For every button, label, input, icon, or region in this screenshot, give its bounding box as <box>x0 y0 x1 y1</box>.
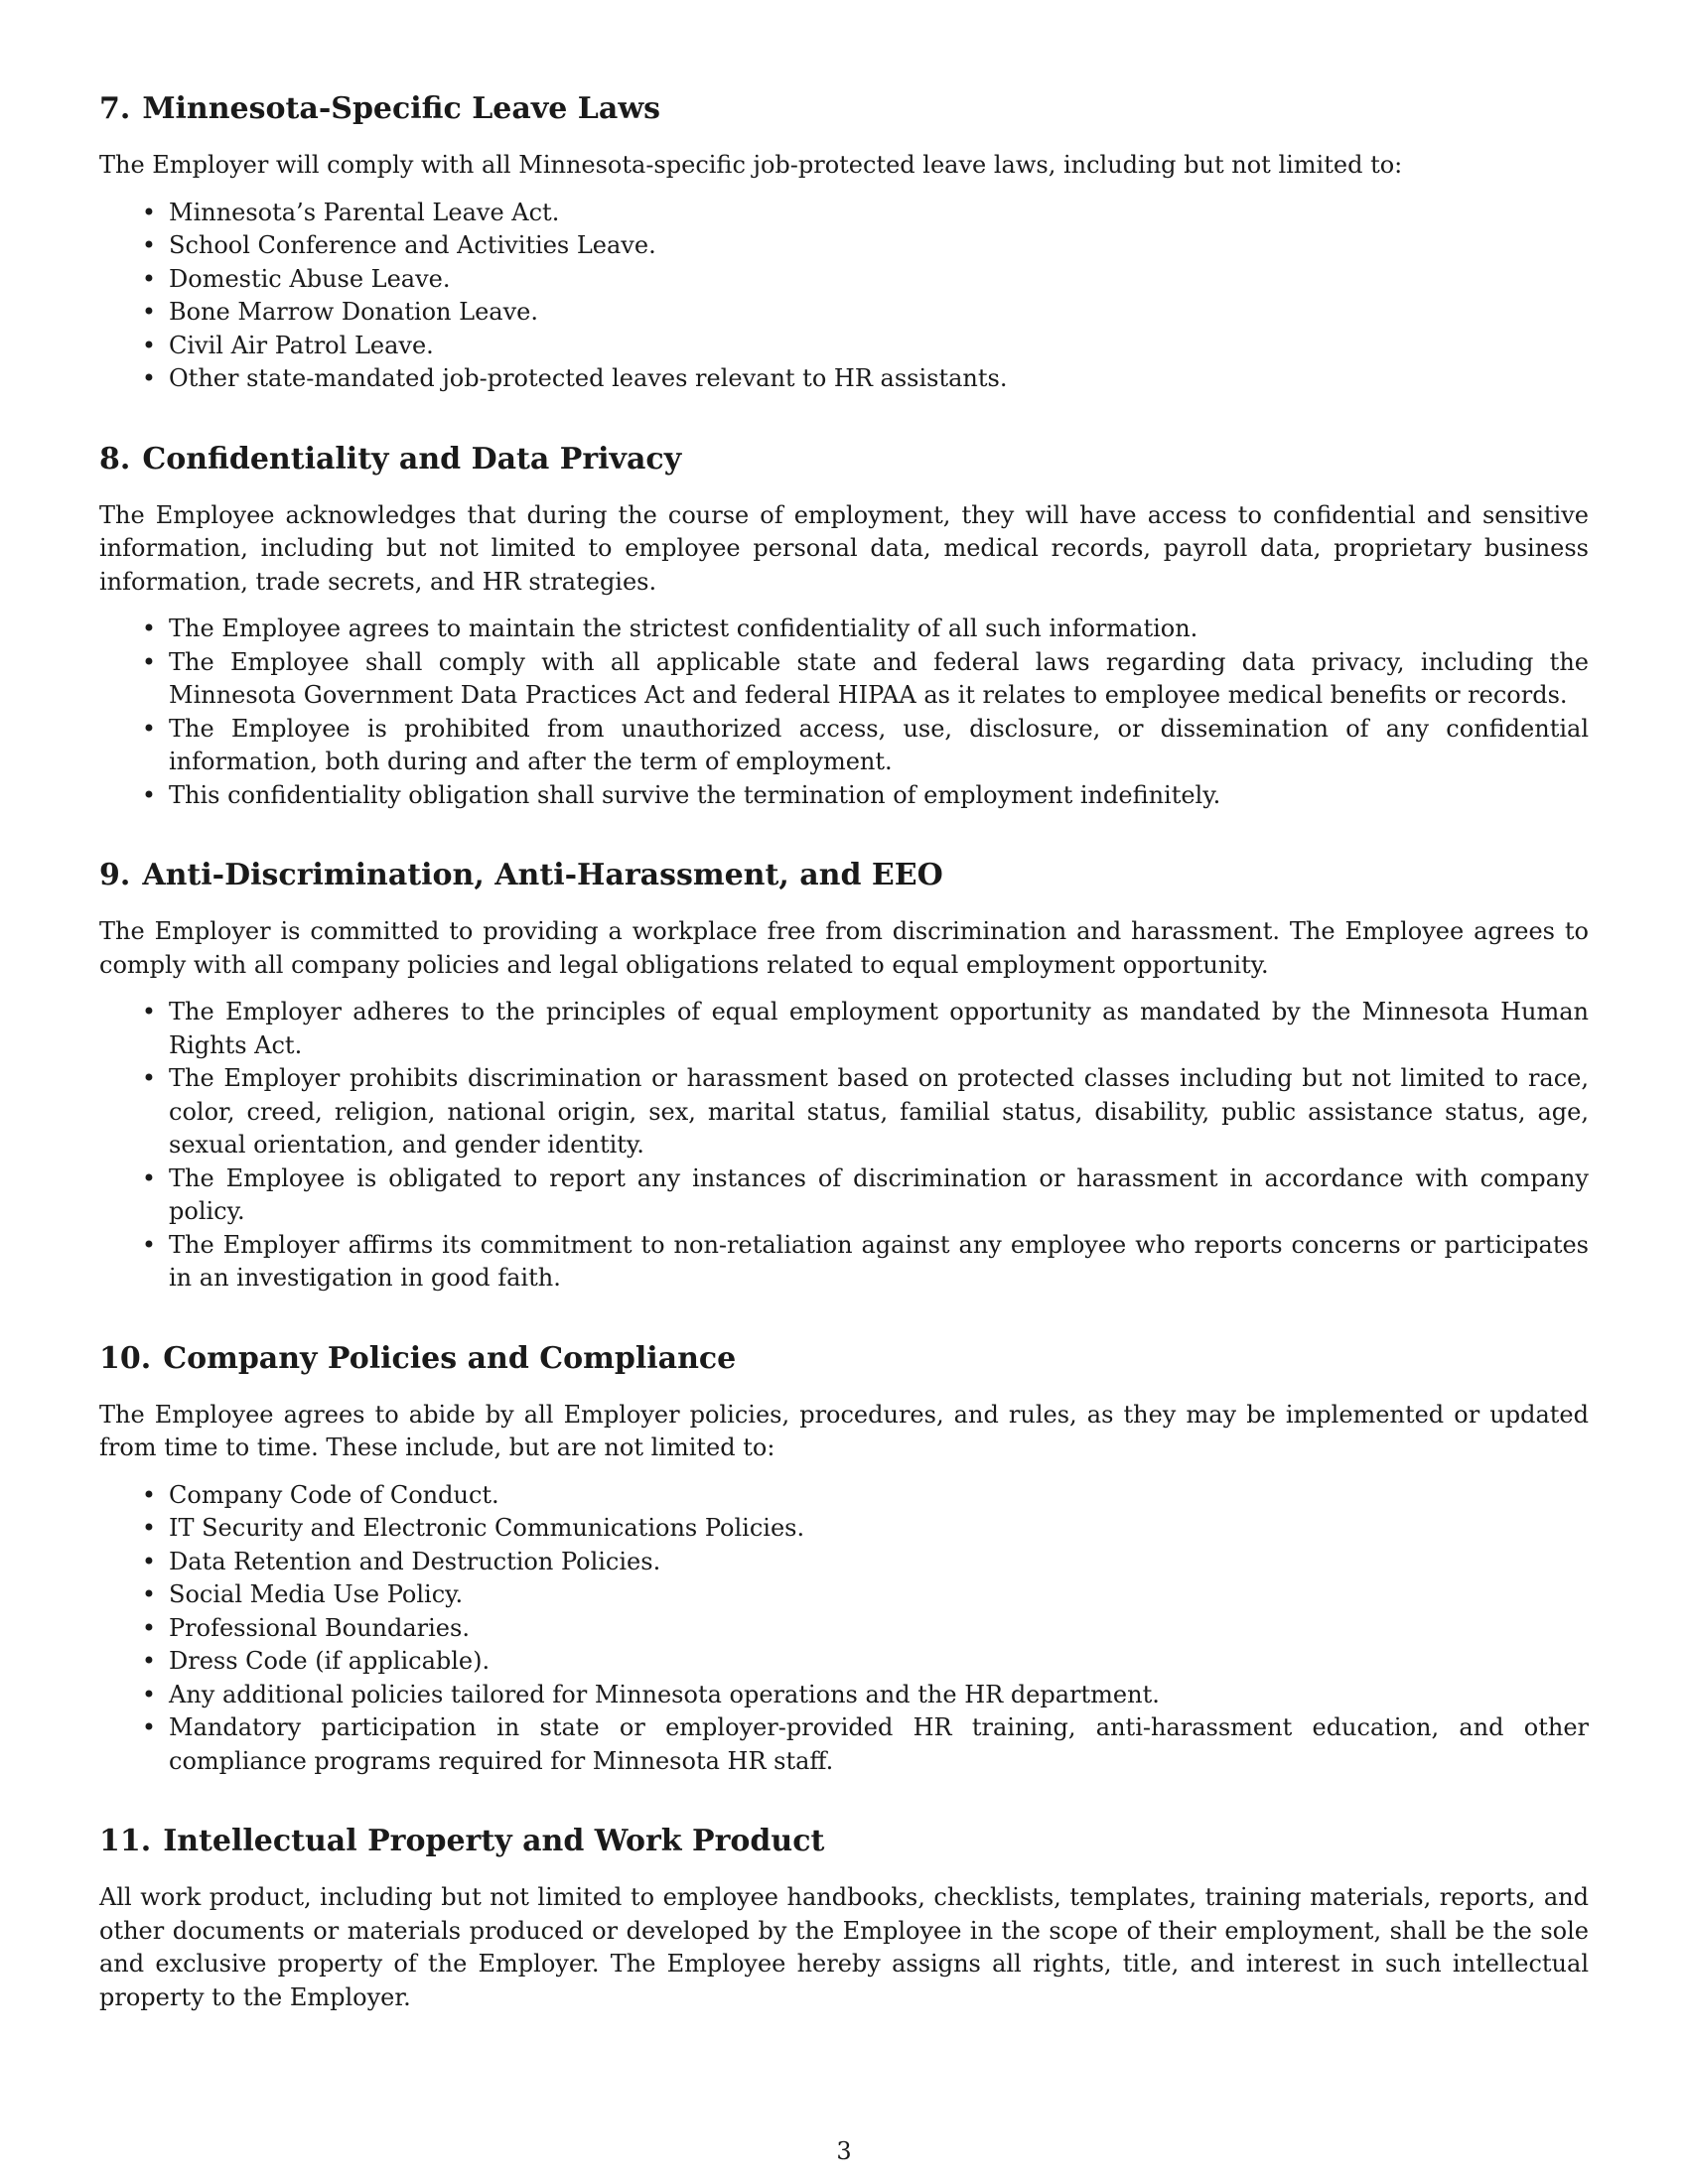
bullet-icon: • <box>141 298 157 326</box>
section-paragraph: The Employer will comply with all Minnesota-specific job-protected leave laws, including but not limited to: <box>99 151 1403 179</box>
list-item-text: Civil Air Patrol Leave. <box>169 331 434 359</box>
bullet-icon: • <box>141 1680 157 1708</box>
list-item <box>99 1479 1589 1513</box>
bullet-icon: • <box>141 1580 157 1608</box>
list-item-text: Minnesota’s Parental Leave Act. <box>169 198 560 226</box>
bullet-icon: • <box>141 780 157 809</box>
list-item <box>99 1645 1589 1679</box>
list-item <box>99 1229 1589 1296</box>
list-item-text: Bone Marrow Donation Leave. <box>169 298 538 326</box>
section-2 <box>99 440 1589 813</box>
section-heading <box>99 89 1589 129</box>
bullet-icon: • <box>141 647 157 676</box>
section-heading <box>99 1339 1589 1379</box>
bullet-icon: • <box>141 714 157 743</box>
list-item <box>99 1062 1589 1162</box>
list-item <box>99 779 1589 813</box>
list-item <box>99 263 1589 297</box>
page-number: 3 <box>836 2137 852 2165</box>
bullet-icon: • <box>141 198 157 226</box>
bullet-icon: • <box>141 1163 157 1192</box>
bullet-icon: • <box>141 1230 157 1259</box>
section-heading <box>99 856 1589 895</box>
list-item-text: The Employer prohibits discrimination or harassment based on protected classes including but not limited to race, color, creed, religion, national origin, sex, marital status, familial status, disability, public assistance status, age, sexual orientation, and gender identity. <box>169 1064 1589 1159</box>
list-item <box>99 646 1589 713</box>
list-item-text: Company Code of Conduct. <box>169 1480 499 1509</box>
section-heading <box>99 440 1589 479</box>
list-item <box>99 613 1589 646</box>
section-1 <box>99 89 1589 396</box>
list-item <box>99 1679 1589 1712</box>
sections-container <box>99 89 1589 2014</box>
section-paragraph: The Employee acknowledges that during the course of employment, they will have access to confidential and sensitive information, including but not limited to employee personal data, medical records, payroll data, proprietary business information, trade secrets, and HR strategies. <box>99 500 1589 596</box>
section-number: 9. <box>99 858 131 892</box>
list-item <box>99 1512 1589 1546</box>
list-item <box>99 996 1589 1062</box>
bullet-icon: • <box>141 1713 157 1741</box>
bullet-list <box>99 613 1589 812</box>
list-item <box>99 330 1589 363</box>
section-number: 11. <box>99 1824 152 1858</box>
section-paragraph: The Employer is committed to providing a workplace free from discrimination and harassment. The Employee agrees to comply with all company policies and legal obligations related to equal employment opportunity. <box>99 917 1589 979</box>
bullet-icon: • <box>141 1547 157 1575</box>
bullet-icon: • <box>141 1064 157 1092</box>
list-item-text: Dress Code (if applicable). <box>169 1647 491 1675</box>
list-item <box>99 1546 1589 1579</box>
bullet-icon: • <box>141 1613 157 1642</box>
list-item <box>99 1711 1589 1778</box>
bullet-icon: • <box>141 1480 157 1509</box>
list-item-text: The Employer adheres to the principles of equal employment opportunity as mandated by the Minnesota Human Rights Act. <box>169 998 1589 1059</box>
list-item <box>99 296 1589 330</box>
section-heading <box>99 1822 1589 1861</box>
section-title: Intellectual Property and Work Product <box>163 1824 825 1858</box>
list-item-text: Other state-mandated job-protected leaves relevant to HR assistants. <box>169 364 1008 392</box>
section-title: Anti-Discrimination, Anti-Harassment, and EEO <box>142 858 943 892</box>
list-item-text: Mandatory participation in state or employer-provided HR training, anti-harassment education, and other compliance programs required for Minnesota HR staff. <box>169 1713 1589 1775</box>
section-title: Minnesota-Specific Leave Laws <box>142 91 661 126</box>
list-item-text: Data Retention and Destruction Policies. <box>169 1547 661 1575</box>
section-paragraph: The Employee agrees to abide by all Employer policies, procedures, and rules, as they may be implemented or updated from time to time. These include, but are not limited to: <box>99 1400 1589 1461</box>
bullet-icon: • <box>141 231 157 259</box>
bullet-list <box>99 996 1589 1296</box>
list-item-text: The Employer affirms its commitment to non-retaliation against any employee who reports concerns or participates in an investigation in good faith. <box>169 1230 1589 1292</box>
list-item-text: The Employee is prohibited from unauthorized access, use, disclosure, or dissemination of any confidential information, both during and after the term of employment. <box>169 714 1589 775</box>
section-paragraph: All work product, including but not limited to employee handbooks, checklists, templates, training materials, reports, and other documents or materials produced or developed by the Employee in the scope of their employment, shall be the sole and exclusive property of the Employer. The Employee hereby assigns all rights, title, and interest in such intellectual property to the Employer. <box>99 1883 1589 2011</box>
bullet-icon: • <box>141 331 157 359</box>
section-4 <box>99 1339 1589 1779</box>
list-item-text: The Employee shall comply with all applicable state and federal laws regarding data privacy, including the Minnesota Government Data Practices Act and federal HIPAA as it relates to employee medical benefits or records. <box>169 647 1589 709</box>
bullet-list <box>99 1479 1589 1779</box>
bullet-icon: • <box>141 614 157 642</box>
list-item <box>99 362 1589 396</box>
list-item-text: Social Media Use Policy. <box>169 1580 464 1608</box>
section-title: Company Policies and Compliance <box>163 1340 737 1376</box>
list-item <box>99 229 1589 263</box>
bullet-icon: • <box>141 1647 157 1675</box>
bullet-icon: • <box>141 1514 157 1542</box>
list-item-text: The Employee agrees to maintain the strictest confidentiality of all such information. <box>169 614 1198 642</box>
bullet-list <box>99 197 1589 396</box>
list-item <box>99 1612 1589 1646</box>
document-page <box>99 89 1589 2058</box>
section-5 <box>99 1822 1589 2014</box>
list-item <box>99 1162 1589 1229</box>
list-item-text: Any additional policies tailored for Minnesota operations and the HR department. <box>169 1680 1160 1708</box>
list-item <box>99 197 1589 230</box>
list-item-text: IT Security and Electronic Communications Policies. <box>169 1514 805 1542</box>
section-3 <box>99 856 1589 1296</box>
list-item-text: School Conference and Activities Leave. <box>169 231 656 259</box>
list-item-text: Professional Boundaries. <box>169 1613 470 1642</box>
section-number: 10. <box>99 1340 152 1376</box>
list-item <box>99 1578 1589 1612</box>
section-number: 8. <box>99 441 131 477</box>
list-item-text: This confidentiality obligation shall survive the termination of employment indefinitely. <box>169 780 1221 809</box>
bullet-icon: • <box>141 264 157 293</box>
list-item-text: Domestic Abuse Leave. <box>169 264 451 293</box>
bullet-icon: • <box>141 364 157 392</box>
list-item-text: The Employee is obligated to report any instances of discrimination or harassment in accordance with company policy. <box>169 1163 1589 1225</box>
list-item <box>99 713 1589 779</box>
section-title: Confidentiality and Data Privacy <box>142 441 682 477</box>
section-number: 7. <box>99 91 131 126</box>
bullet-icon: • <box>141 998 157 1025</box>
